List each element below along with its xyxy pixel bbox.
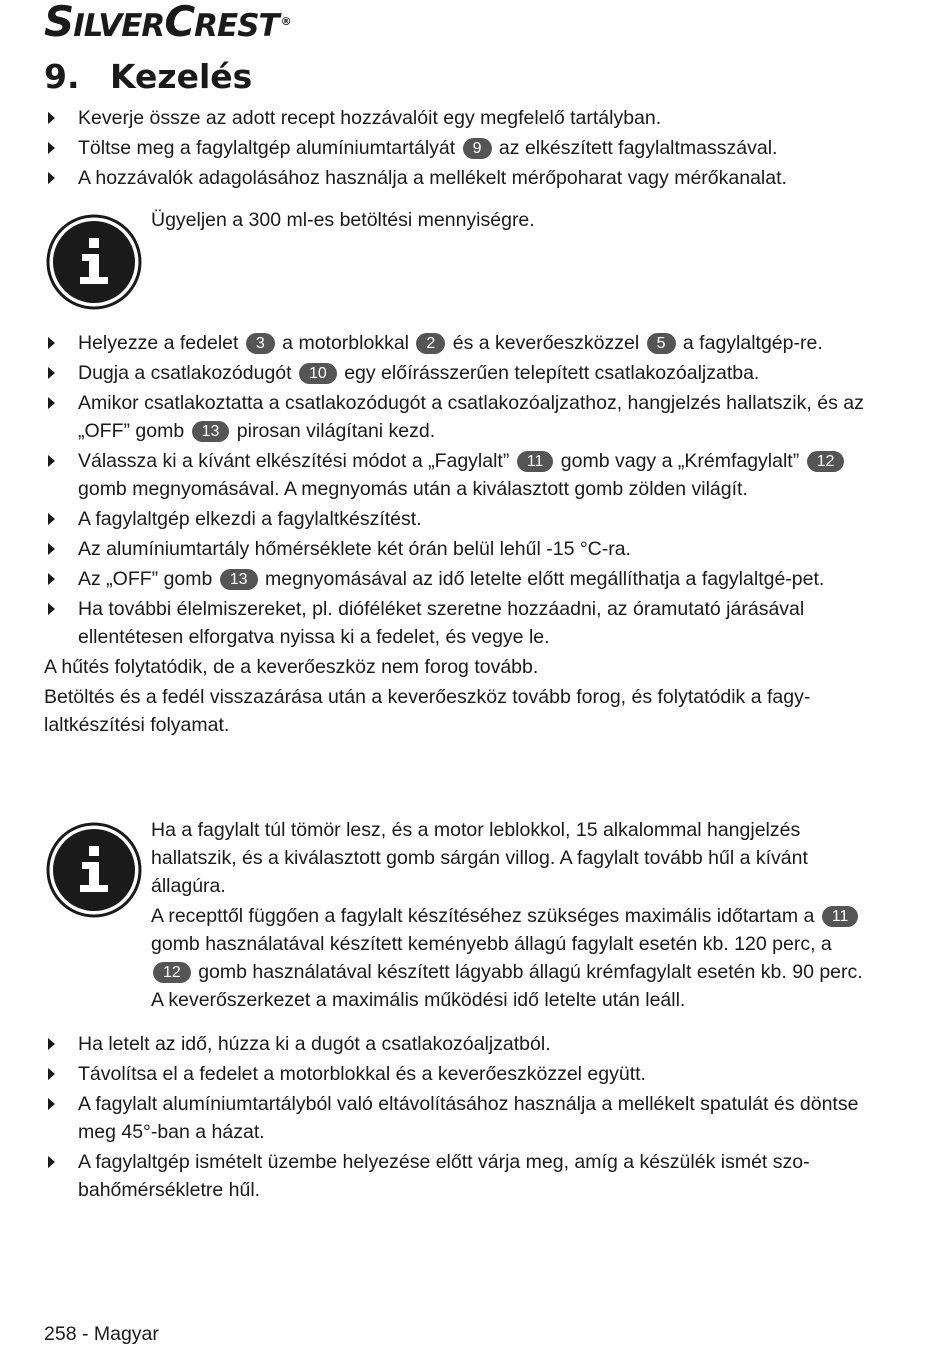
list-item	[44, 1090, 874, 1146]
arrow-bullet-icon	[48, 397, 55, 409]
part-number-badge: 9	[463, 138, 492, 159]
text-segment: egy előírásszerűen telepített csatlakozóaljzatba.	[338, 362, 760, 384]
list-finish	[44, 1030, 874, 1206]
info-note-fill	[151, 206, 871, 236]
info-icon	[46, 214, 142, 310]
part-number-badge: 13	[192, 421, 230, 442]
list-item	[44, 389, 874, 445]
text-segment: Ha letelt az idő, húzza ki a dugót a csatlakozóaljzatból.	[78, 1033, 551, 1055]
info-text	[151, 902, 871, 1014]
arrow-bullet-icon	[48, 603, 55, 615]
instruction-list	[44, 1030, 874, 1204]
text-segment: megnyomásával az idő letelte előtt megállíthatja a fagylaltgé-pet.	[259, 568, 825, 590]
list-item	[44, 1148, 874, 1204]
list-item	[44, 329, 874, 357]
text-segment: A fagylalt alumíniumtartályból való eltávolításához használja a mellékelt spatulát és döntse meg 45°-ban a házat.	[78, 1093, 859, 1143]
arrow-bullet-icon	[48, 1156, 55, 1168]
list-item	[44, 535, 874, 563]
arrow-bullet-icon	[48, 1038, 55, 1050]
text-segment: Ha további élelmiszereket, pl. dióféléket szeretne hozzáadni, az óramutató járásával ellentétesen elforgatva nyissa ki a fedelet, és vegye le.	[78, 598, 805, 648]
brand-logo: SILVERCREST ®	[44, 0, 291, 46]
arrow-bullet-icon	[48, 142, 55, 154]
instruction-list	[44, 329, 874, 651]
part-number-badge: 2	[416, 333, 445, 354]
list-item	[44, 595, 874, 651]
part-number-badge: 3	[246, 333, 275, 354]
info-note-block	[151, 816, 871, 1016]
text-segment: Az alumíniumtartály hőmérséklete két órán belül lehűl -15 °C-ra.	[78, 538, 631, 560]
text-segment: pirosan világítani kezd.	[231, 420, 436, 442]
part-number-badge: 12	[153, 962, 191, 983]
arrow-bullet-icon	[48, 455, 55, 467]
list-item	[44, 134, 874, 162]
section-heading	[44, 56, 252, 98]
text-segment: A hozzávalók adagolásához használja a mellékelt mérőpoharat vagy mérőkanalat.	[78, 167, 787, 189]
text-segment: gomb megnyomásával. A megnyomás után a kiválasztott gomb zölden világít.	[78, 478, 748, 500]
list-item	[44, 565, 874, 593]
text-segment: Amikor csatlakoztatta a csatlakozódugót a csatlakozóaljzathoz, hangjelzés hallatszik, és az „OFF” gomb	[78, 392, 864, 442]
text-segment: a fagylaltgép-re.	[677, 332, 823, 354]
part-number-badge: 11	[517, 451, 554, 472]
text-segment: és a keverőeszközzel	[447, 332, 645, 354]
arrow-bullet-icon	[48, 112, 55, 124]
text-segment: gomb használatával készített keményebb állagú fagylalt esetén kb. 120 perc, a	[151, 933, 832, 955]
text-segment: a motorblokkal	[276, 332, 415, 354]
list-item	[44, 1030, 874, 1058]
text-segment: Helyezze a fedelet	[78, 332, 244, 354]
arrow-bullet-icon	[48, 573, 55, 585]
list-prep	[44, 104, 874, 194]
text-segment: A recepttől függően a fagylalt készítéséhez szükséges maximális időtartam a	[151, 905, 820, 927]
part-number-badge: 13	[220, 569, 258, 590]
list-item	[44, 359, 874, 387]
text-segment: Távolítsa el a fedelet a motorblokkal és a keverőeszközzel együtt.	[78, 1063, 646, 1085]
instruction-list	[44, 104, 874, 192]
list-operation	[44, 329, 874, 741]
section-title: Kezelés	[110, 57, 253, 96]
part-number-badge: 11	[822, 906, 859, 927]
info-text	[151, 816, 871, 900]
arrow-bullet-icon	[48, 337, 55, 349]
arrow-bullet-icon	[48, 1068, 55, 1080]
section-number: 9.	[44, 57, 80, 96]
text-segment: A fagylaltgép ismételt üzembe helyezése előtt várja meg, amíg a készülék ismét szo-bahőmérsékletre hűl.	[78, 1151, 810, 1201]
list-item	[44, 1060, 874, 1088]
part-number-badge: 10	[299, 363, 337, 384]
text-segment: A fagylaltgép elkezdi a fagylaltkészítést.	[78, 508, 422, 530]
text-segment: Keverje össze az adott recept hozzávalóit egy megfelelő tartályban.	[78, 107, 662, 129]
list-item	[44, 505, 874, 533]
list-item	[44, 104, 874, 132]
arrow-bullet-icon	[48, 543, 55, 555]
text-segment: Dugja a csatlakozódugót	[78, 362, 297, 384]
info-icon	[46, 822, 142, 918]
text-segment: Az „OFF” gomb	[78, 568, 218, 590]
text-segment: az elkészített fagylaltmasszával.	[493, 137, 778, 159]
text-segment: gomb vagy a „Krémfagylalt”	[555, 450, 805, 472]
part-number-badge: 12	[807, 451, 845, 472]
page-footer: 258 - Magyar	[44, 1323, 159, 1345]
text-segment: gomb használatával készített lágyabb állagú krémfagylalt esetén kb. 90 perc. A keverőszerkezet a maximális működési idő letelte után leáll.	[151, 961, 863, 1011]
list-item	[44, 447, 874, 503]
arrow-bullet-icon	[48, 367, 55, 379]
arrow-bullet-icon	[48, 172, 55, 184]
part-number-badge: 5	[647, 333, 676, 354]
text-segment: Töltse meg a fagylaltgép alumíniumtartályát	[78, 137, 461, 159]
info-text: Ügyeljen a 300 ml-es betöltési mennyiségre.	[151, 209, 535, 231]
list-item	[44, 164, 874, 192]
text-segment: Válassza ki a kívánt elkészítési módot a „Fagylalt”	[78, 450, 515, 472]
arrow-bullet-icon	[48, 1098, 55, 1110]
body-paragraph: A hűtés folytatódik, de a keverőeszköz nem forog tovább.	[44, 656, 539, 678]
text-segment: Ha a fagylalt túl tömör lesz, és a motor leblokkol, 15 alkalommal hangjelzés hallatszik, és a kiválasztott gomb sárgán villog. A fagylalt tovább hűl a kívánt állagúra.	[151, 819, 808, 897]
body-paragraph: Betöltés és a fedél visszazárása után a keverőeszköz tovább forog, és folytatódik a fagy-laltkészítési folyamat.	[44, 686, 811, 736]
arrow-bullet-icon	[48, 513, 55, 525]
